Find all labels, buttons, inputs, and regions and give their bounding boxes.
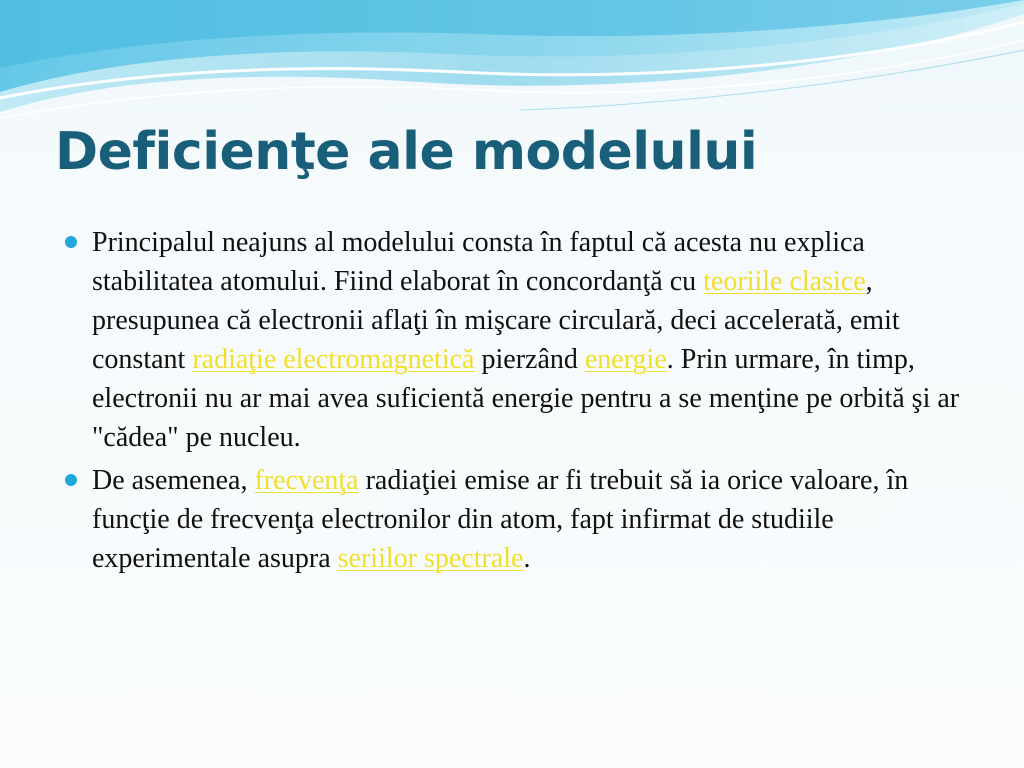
link-energie[interactable]: energie <box>584 344 667 375</box>
bullet-2-text: De asemenea, <box>92 465 255 496</box>
bullet-2-text: . <box>523 543 531 574</box>
link-seriilor-spectrale[interactable]: seriilor spectrale <box>337 543 524 574</box>
bullet-2-text: radiaţiei emise ar fi trebuit să ia orice valoare, în funcţie de frecvenţa electronilor din atom, fapt infirmat de studiile experimentale asupra <box>92 465 909 574</box>
bullet-1-text: Principalul neajuns al modelului consta în faptul că acesta nu explica stabilitatea atomului. Fiind elaborat în concordanţă cu <box>92 227 865 297</box>
header-wave-decoration <box>0 0 1024 130</box>
link-radiatie-electromagnetica[interactable]: radiaţie electromagnetică <box>192 344 475 375</box>
bullet-1-text: pierzând <box>474 344 585 375</box>
bullet-item-1 <box>92 223 992 457</box>
link-teoriile-clasice[interactable]: teoriile clasice <box>703 266 866 297</box>
bullet-list <box>92 223 992 582</box>
bullet-icon <box>65 236 77 248</box>
bullet-1-text: , presupunea că electronii aflaţi în mişcare circulară, deci accelerată, emit constant <box>92 266 900 375</box>
bullet-item-2 <box>92 461 992 578</box>
bullet-icon <box>65 474 77 486</box>
bullet-1-text: . Prin urmare, în timp, electronii nu ar mai avea suficientă energie pentru a se menţine pe orbită şi ar "cădea" pe nucleu. <box>92 344 960 453</box>
link-frecventa[interactable]: frecvenţa <box>254 465 359 496</box>
slide-title: Deficienţe ale modelului <box>55 122 758 182</box>
